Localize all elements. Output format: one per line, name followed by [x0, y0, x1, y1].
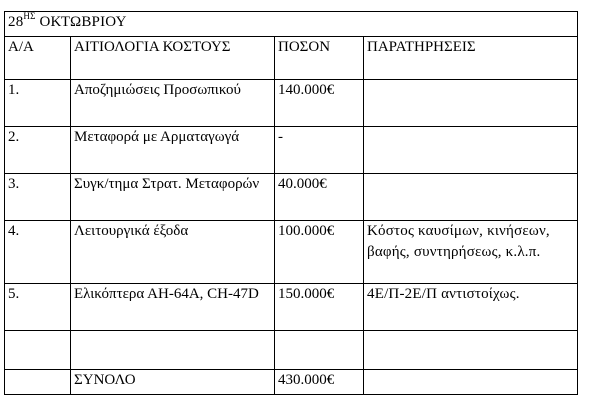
- header-row: [5, 37, 578, 80]
- title-suffix: ΗΣ: [23, 11, 36, 21]
- row-description: Λειτουργικά έξοδα: [71, 221, 275, 284]
- total-notes: [364, 370, 578, 395]
- row-notes: 4Ε/Π-2Ε/Π αντιστοίχως.: [364, 284, 578, 331]
- row-description: Συγκ/τημα Στρατ. Μεταφορών: [71, 174, 275, 221]
- table-title: [5, 12, 578, 37]
- header-aa: Α/Α: [5, 37, 71, 80]
- row-notes: [364, 174, 578, 221]
- table-row: [5, 331, 578, 370]
- header-description: ΑΙΤΙΟΛΟΓΙΑ ΚΟΣΤΟΥΣ: [71, 37, 275, 80]
- cost-table: [4, 11, 578, 395]
- row-amount: [275, 331, 364, 370]
- header-notes: ΠΑΡΑΤΗΡΗΣΕΙΣ: [364, 37, 578, 80]
- table-row: [5, 174, 578, 221]
- table-row: [5, 221, 578, 284]
- row-description: Ελικόπτερα ΑΗ-64Α, CH-47D: [71, 284, 275, 331]
- header-amount: ΠΟΣΟΝ: [275, 37, 364, 80]
- table-row: [5, 127, 578, 174]
- row-aa: 2.: [5, 127, 71, 174]
- row-aa: 5.: [5, 284, 71, 331]
- row-amount: 100.000€: [275, 221, 364, 284]
- total-amount: 430.000€: [275, 370, 364, 395]
- row-amount: 140.000€: [275, 80, 364, 127]
- row-aa: [5, 331, 71, 370]
- table-row: [5, 284, 578, 331]
- row-aa: 4.: [5, 221, 71, 284]
- title-month: ΟΚΤΩΒΡΙΟΥ: [35, 14, 127, 30]
- row-notes: [364, 80, 578, 127]
- cost-document: [4, 11, 577, 395]
- total-label: ΣΥΝΟΛΟ: [71, 370, 275, 395]
- row-amount: -: [275, 127, 364, 174]
- total-row: [5, 370, 578, 395]
- row-description: Αποζημιώσεις Προσωπικού: [71, 80, 275, 127]
- row-aa: 1.: [5, 80, 71, 127]
- row-amount: 40.000€: [275, 174, 364, 221]
- row-notes: [364, 331, 578, 370]
- row-amount: 150.000€: [275, 284, 364, 331]
- title-row: [5, 12, 578, 37]
- row-description: [71, 331, 275, 370]
- row-description: Μεταφορά με Αρματαγωγά: [71, 127, 275, 174]
- row-notes: Κόστος καυσίμων, κινήσεων, βαφής, συντηρήσεως, κ.λ.π.: [364, 221, 578, 284]
- row-aa: 3.: [5, 174, 71, 221]
- total-aa: [5, 370, 71, 395]
- table-row: [5, 80, 578, 127]
- title-day: 28: [8, 14, 24, 30]
- row-notes: [364, 127, 578, 174]
